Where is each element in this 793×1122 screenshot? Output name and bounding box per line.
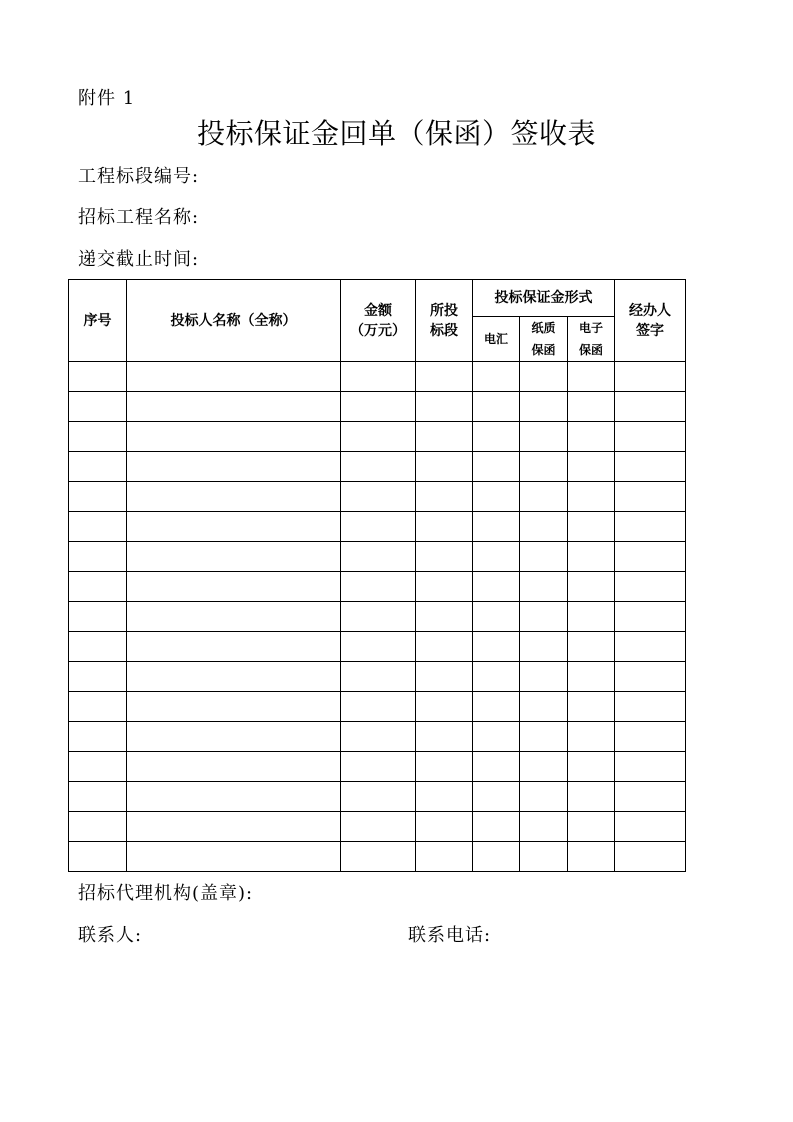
- table-cell[interactable]: [520, 692, 568, 722]
- table-cell[interactable]: [416, 602, 473, 632]
- table-row: [69, 692, 686, 722]
- table-cell[interactable]: [473, 692, 520, 722]
- table-cell[interactable]: [568, 572, 615, 602]
- table-cell[interactable]: [127, 722, 341, 752]
- table-cell[interactable]: [473, 662, 520, 692]
- table-cell[interactable]: [568, 662, 615, 692]
- attachment-label: 附件 1: [78, 88, 136, 109]
- table-cell[interactable]: [69, 392, 127, 422]
- table-cell[interactable]: [520, 482, 568, 512]
- table-cell[interactable]: [69, 662, 127, 692]
- table-row: [69, 782, 686, 812]
- table-cell[interactable]: [615, 812, 686, 842]
- table-cell[interactable]: [473, 752, 520, 782]
- table-cell[interactable]: [127, 392, 341, 422]
- table-cell[interactable]: [568, 362, 615, 392]
- phone-label: 联系电话:: [408, 925, 492, 946]
- table-cell[interactable]: [568, 782, 615, 812]
- table-cell[interactable]: [69, 752, 127, 782]
- table-cell[interactable]: [473, 542, 520, 572]
- table-cell[interactable]: [416, 722, 473, 752]
- table-cell[interactable]: [568, 422, 615, 452]
- table-cell[interactable]: [69, 692, 127, 722]
- table-row: [69, 542, 686, 572]
- table-cell[interactable]: [69, 482, 127, 512]
- table-row: [69, 812, 686, 842]
- project-name-label: 招标工程名称:: [78, 207, 200, 228]
- table-cell[interactable]: [615, 842, 686, 872]
- table-row: [69, 572, 686, 602]
- table-cell[interactable]: [341, 692, 416, 722]
- table-cell[interactable]: [615, 602, 686, 632]
- table-cell[interactable]: [568, 692, 615, 722]
- table-cell[interactable]: [416, 662, 473, 692]
- table-cell[interactable]: [615, 392, 686, 422]
- table-cell[interactable]: [520, 542, 568, 572]
- table-cell[interactable]: [341, 512, 416, 542]
- table-cell[interactable]: [341, 842, 416, 872]
- table-cell[interactable]: [127, 452, 341, 482]
- subheader-paper-guarantee: 纸质 保函: [520, 317, 568, 362]
- table-cell[interactable]: [473, 392, 520, 422]
- header-bidder-name: 投标人名称（全称）: [127, 280, 341, 362]
- table-cell[interactable]: [473, 422, 520, 452]
- table-cell[interactable]: [69, 512, 127, 542]
- table-cell[interactable]: [568, 392, 615, 422]
- table-row: [69, 842, 686, 872]
- table-row: [69, 662, 686, 692]
- table-cell[interactable]: [341, 392, 416, 422]
- table-cell[interactable]: [127, 362, 341, 392]
- table-cell[interactable]: [473, 362, 520, 392]
- header-guarantee-form: 投标保证金形式: [473, 280, 615, 317]
- table-cell[interactable]: [568, 632, 615, 662]
- table-cell[interactable]: [416, 452, 473, 482]
- table-cell[interactable]: [473, 482, 520, 512]
- table-cell[interactable]: [69, 602, 127, 632]
- table-cell[interactable]: [416, 752, 473, 782]
- table-cell[interactable]: [473, 722, 520, 752]
- form-title: 投标保证金回单（保函）签收表: [196, 117, 596, 150]
- table-cell[interactable]: [127, 602, 341, 632]
- table-cell[interactable]: [473, 812, 520, 842]
- table-cell[interactable]: [341, 662, 416, 692]
- table-cell[interactable]: [416, 782, 473, 812]
- table-cell[interactable]: [615, 752, 686, 782]
- table-cell[interactable]: [615, 632, 686, 662]
- contact-label: 联系人:: [78, 925, 143, 946]
- table-cell[interactable]: [341, 362, 416, 392]
- table-cell[interactable]: [127, 692, 341, 722]
- table-cell[interactable]: [416, 482, 473, 512]
- table-cell[interactable]: [69, 452, 127, 482]
- table-cell[interactable]: [127, 842, 341, 872]
- table-cell[interactable]: [568, 842, 615, 872]
- table-cell[interactable]: [520, 812, 568, 842]
- table-cell[interactable]: [615, 482, 686, 512]
- table-cell[interactable]: [341, 752, 416, 782]
- table-cell[interactable]: [69, 572, 127, 602]
- table-cell[interactable]: [520, 662, 568, 692]
- table-cell[interactable]: [473, 632, 520, 662]
- table-cell[interactable]: [568, 452, 615, 482]
- table-cell[interactable]: [341, 452, 416, 482]
- table-cell[interactable]: [568, 722, 615, 752]
- table-row: [69, 392, 686, 422]
- table-cell[interactable]: [341, 632, 416, 662]
- table-cell[interactable]: [473, 782, 520, 812]
- table-row: [69, 452, 686, 482]
- table-row: [69, 632, 686, 662]
- table-cell[interactable]: [520, 602, 568, 632]
- table-cell[interactable]: [69, 782, 127, 812]
- table-cell[interactable]: [520, 422, 568, 452]
- table-cell[interactable]: [127, 422, 341, 452]
- deadline-label: 递交截止时间:: [78, 249, 200, 270]
- table-cell[interactable]: [615, 662, 686, 692]
- table-cell[interactable]: [473, 572, 520, 602]
- table-row: [69, 482, 686, 512]
- header-seq: 序号: [69, 280, 127, 362]
- table-row: [69, 752, 686, 782]
- header-handler-sign: 经办人 签字: [615, 280, 686, 362]
- table-cell[interactable]: [520, 392, 568, 422]
- table-cell[interactable]: [615, 542, 686, 572]
- table-cell[interactable]: [615, 782, 686, 812]
- table-cell[interactable]: [615, 722, 686, 752]
- table-cell[interactable]: [473, 512, 520, 542]
- table-cell[interactable]: [615, 362, 686, 392]
- agency-label: 招标代理机构(盖章):: [78, 883, 254, 904]
- table-cell[interactable]: [615, 452, 686, 482]
- table-cell[interactable]: [520, 512, 568, 542]
- table-cell[interactable]: [473, 602, 520, 632]
- table-cell[interactable]: [615, 512, 686, 542]
- table-cell[interactable]: [127, 812, 341, 842]
- table-cell[interactable]: [416, 422, 473, 452]
- table-cell[interactable]: [416, 842, 473, 872]
- table-cell[interactable]: [568, 752, 615, 782]
- table-cell[interactable]: [69, 812, 127, 842]
- table-cell[interactable]: [568, 542, 615, 572]
- table-cell[interactable]: [416, 362, 473, 392]
- table-cell[interactable]: [127, 752, 341, 782]
- table-cell[interactable]: [520, 782, 568, 812]
- table-cell[interactable]: [127, 632, 341, 662]
- table-cell[interactable]: [341, 542, 416, 572]
- table-cell[interactable]: [416, 692, 473, 722]
- table-cell[interactable]: [127, 572, 341, 602]
- table-row: [69, 362, 686, 392]
- table-cell[interactable]: [568, 512, 615, 542]
- subheader-wire: 电汇: [473, 317, 520, 362]
- table-cell[interactable]: [615, 692, 686, 722]
- table-cell[interactable]: [69, 542, 127, 572]
- table-row: [69, 422, 686, 452]
- table-cell[interactable]: [473, 452, 520, 482]
- table-cell[interactable]: [520, 722, 568, 752]
- table-cell[interactable]: [341, 812, 416, 842]
- table-cell[interactable]: [341, 782, 416, 812]
- table-cell[interactable]: [520, 572, 568, 602]
- table-cell[interactable]: [127, 782, 341, 812]
- header-section: 所投 标段: [416, 280, 473, 362]
- table-cell[interactable]: [69, 422, 127, 452]
- table-cell[interactable]: [416, 512, 473, 542]
- table-cell[interactable]: [127, 542, 341, 572]
- table-cell[interactable]: [69, 842, 127, 872]
- header-amount: 金额 （万元）: [341, 280, 416, 362]
- table-cell[interactable]: [568, 482, 615, 512]
- subheader-electronic-guarantee: 电子 保函: [568, 317, 615, 362]
- table-row: [69, 512, 686, 542]
- table-cell[interactable]: [341, 422, 416, 452]
- table-cell[interactable]: [341, 722, 416, 752]
- table-cell[interactable]: [127, 662, 341, 692]
- section-number-label: 工程标段编号:: [78, 166, 200, 187]
- table-cell[interactable]: [69, 632, 127, 662]
- table-cell[interactable]: [520, 362, 568, 392]
- table-cell[interactable]: [568, 602, 615, 632]
- table-cell[interactable]: [69, 362, 127, 392]
- table-cell[interactable]: [341, 482, 416, 512]
- table-cell[interactable]: [615, 572, 686, 602]
- table-body: [69, 362, 686, 872]
- table-cell[interactable]: [520, 752, 568, 782]
- table-cell[interactable]: [341, 602, 416, 632]
- table-row: [69, 602, 686, 632]
- table-cell[interactable]: [520, 632, 568, 662]
- table-cell[interactable]: [416, 632, 473, 662]
- table-cell[interactable]: [416, 812, 473, 842]
- table-cell[interactable]: [615, 422, 686, 452]
- table-cell[interactable]: [69, 722, 127, 752]
- table-cell[interactable]: [127, 512, 341, 542]
- table-cell[interactable]: [416, 392, 473, 422]
- table-cell[interactable]: [416, 542, 473, 572]
- table-cell[interactable]: [416, 572, 473, 602]
- table-cell[interactable]: [520, 452, 568, 482]
- table-cell[interactable]: [568, 812, 615, 842]
- sign-in-table: [68, 279, 686, 872]
- table-cell[interactable]: [473, 842, 520, 872]
- table-cell[interactable]: [520, 842, 568, 872]
- table-cell[interactable]: [127, 482, 341, 512]
- table-cell[interactable]: [341, 572, 416, 602]
- table-row: [69, 722, 686, 752]
